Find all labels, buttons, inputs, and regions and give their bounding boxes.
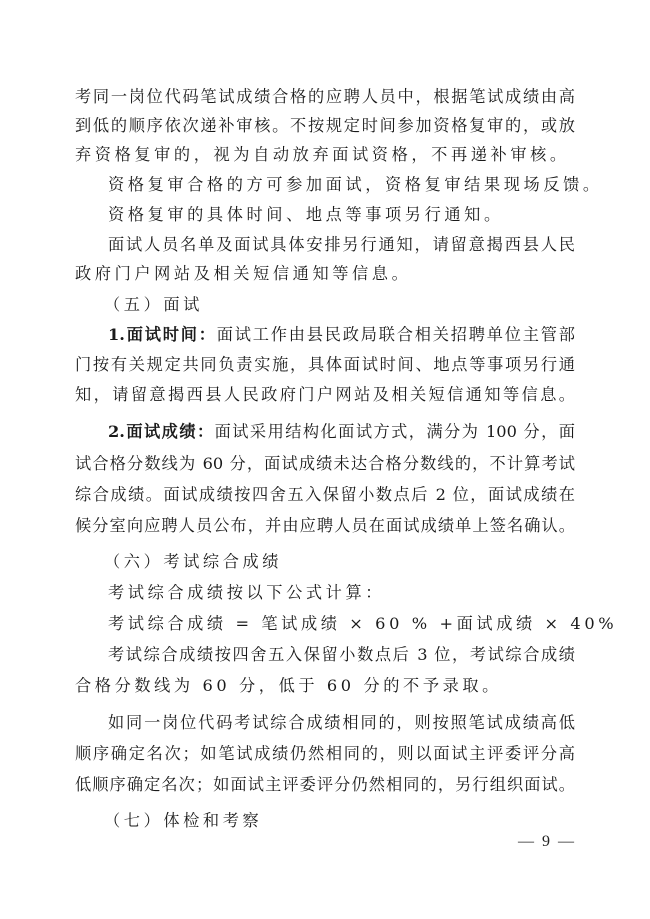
paragraph-line: 到低的顺序依次递补审核。不按规定时间参加资格复审的，或放 (75, 116, 575, 135)
paragraph-line: 候分室向应聘人员公布，并由应聘人员在面试成绩单上签名确认。 (75, 516, 575, 535)
paragraph-line: 弃资格复审的，视为自动放弃面试资格，不再递补审核。 (75, 145, 570, 164)
paragraph-text: 面试采用结构化面试方式，满分为 100 分，面 (214, 422, 575, 441)
paragraph-text: 面试工作由县民政局联合相关招聘单位主管部 (216, 325, 575, 344)
label-interview-score: 2.面试成绩： (108, 422, 215, 441)
paragraph-line: 资格复审合格的方可参加面试，资格复审结果现场反馈。 (108, 175, 603, 194)
paragraph-line: 综合成绩。面试成绩按四舍五入保留小数点后 2 位，面试成绩在 (75, 485, 575, 504)
page-number: — 9 — (518, 833, 576, 850)
paragraph-line: 政府门户网站及相关短信通知等信息。 (75, 264, 412, 283)
section-heading-seven: （七）体检和考察 (104, 811, 263, 830)
paragraph-line: 考试综合成绩按四舍五入保留小数点后 3 位，考试综合成绩 (108, 645, 575, 664)
label-interview-time: 1.面试时间： (108, 325, 217, 344)
paragraph-line: 如同一岗位代码考试综合成绩相同的，则按照笔试成绩高低 (108, 713, 575, 732)
paragraph-line: 面试人员名单及面试具体安排另行通知，请留意揭西县人民 (108, 235, 575, 254)
paragraph-line (108, 320, 575, 349)
paragraph-line (108, 417, 575, 446)
section-heading-six: （六）考试综合成绩 (104, 552, 283, 571)
section-heading-five: （五）面试 (104, 295, 203, 314)
paragraph-line: 考试综合成绩按以下公式计算： (108, 583, 386, 602)
formula-line: 考试综合成绩 = 笔试成绩 × 60 % +面试成绩 × 40% (108, 614, 618, 633)
paragraph-line: 合格分数线为 60 分，低于 60 分的不予录取。 (75, 676, 502, 695)
paragraph-line: 知，请留意揭西县人民政府门户网站及相关短信通知等信息。 (75, 385, 575, 404)
paragraph-line: 门按有关规定共同负责实施，具体面试时间、地点等事项另行通 (75, 355, 575, 374)
paragraph-line: 资格复审的具体时间、地点等事项另行通知。 (108, 205, 504, 224)
paragraph-line: 低顺序确定名次；如面试主评委评分仍然相同的，另行组织面试。 (75, 775, 575, 794)
paragraph-line: 考同一岗位代码笔试成绩合格的应聘人员中，根据笔试成绩由高 (75, 87, 575, 106)
paragraph-line: 顺序确定名次；如笔试成绩仍然相同的，则以面试主评委评分高 (75, 744, 575, 763)
paragraph-line: 试合格分数线为 60 分，面试成绩未达合格分数线的，不计算考试 (75, 454, 575, 473)
